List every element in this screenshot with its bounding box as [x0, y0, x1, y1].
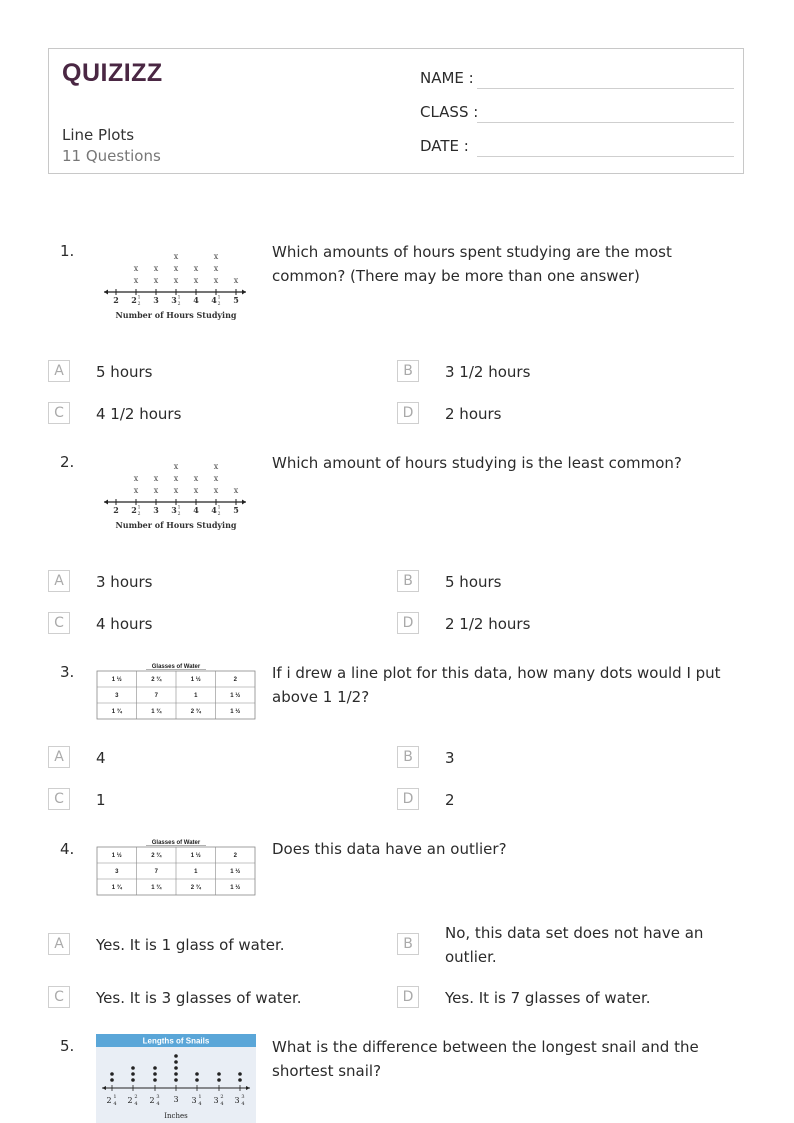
option-text: Yes. It is 7 glasses of water.	[445, 989, 651, 1007]
data-dot	[195, 1078, 199, 1082]
question-2-hours-line-plot	[96, 458, 252, 536]
table-cell: 1 ½	[230, 709, 241, 716]
data-dot	[110, 1078, 114, 1082]
question-count: 11 Questions	[62, 147, 161, 165]
option-text: Yes. It is 1 glass of water.	[96, 936, 285, 954]
question-4-text: Does this data have an outlier?	[272, 840, 507, 858]
date-label: DATE :	[420, 137, 469, 155]
data-x-mark: x	[173, 252, 179, 261]
data-x-mark: x	[213, 462, 219, 471]
tick-fraction-denominator: 4	[198, 1101, 202, 1107]
tick-label: 4	[211, 295, 217, 305]
data-dot	[110, 1072, 114, 1076]
data-x-mark: x	[173, 264, 179, 273]
data-x-mark: x	[213, 474, 219, 483]
option-letter-box: B	[397, 570, 419, 592]
table-cell: 3	[115, 869, 119, 876]
name-label: NAME :	[420, 69, 474, 87]
tick-fraction-numerator: 1	[217, 295, 221, 301]
option-text: Yes. It is 3 glasses of water.	[96, 989, 302, 1007]
option-letter-box: A	[48, 360, 70, 382]
option-text: 3	[445, 749, 455, 767]
data-x-mark: x	[213, 252, 219, 261]
option-text: 3 hours	[96, 573, 153, 591]
tick-label: 3	[171, 295, 177, 305]
option-text: 5 hours	[445, 573, 502, 591]
data-x-mark: x	[133, 474, 139, 483]
table-cell: 2 ¾	[151, 677, 162, 684]
tick-fraction-numerator: 2	[134, 1094, 138, 1100]
data-x-mark: x	[193, 276, 199, 285]
axis-arrow-left	[104, 500, 108, 505]
data-x-mark: x	[173, 462, 179, 471]
option-letter-box: A	[48, 570, 70, 592]
tick-label: 3	[153, 505, 159, 515]
tick-label: 4	[193, 295, 199, 305]
question-1-number: 1.	[60, 242, 75, 260]
data-dot	[238, 1078, 242, 1082]
option-letter-box: D	[397, 402, 419, 424]
axis-label: Number of Hours Studying	[115, 310, 237, 320]
option-text: 2	[445, 791, 455, 809]
data-x-mark: x	[213, 264, 219, 273]
tick-fraction-denominator: 2	[177, 512, 181, 517]
option-letter-box: B	[397, 360, 419, 382]
axis-arrow-left	[104, 290, 108, 295]
data-x-mark: x	[213, 276, 219, 285]
table-cell: 2 ¾	[190, 885, 201, 892]
table-cell: 1	[194, 693, 198, 700]
option-letter-box: B	[397, 933, 419, 955]
tick-label: 2	[113, 295, 119, 305]
tick-fraction-numerator: 1	[177, 505, 181, 511]
class-line[interactable]	[477, 122, 734, 123]
tick-label: 3	[153, 295, 159, 305]
table-cell: 7	[154, 869, 158, 876]
question-5-number: 5.	[60, 1037, 75, 1055]
tick-label: 2	[113, 505, 119, 515]
table-cell: 1 ½	[190, 853, 201, 860]
data-dot	[131, 1066, 135, 1070]
option-text: 1	[96, 791, 106, 809]
table-cell: 1 ½	[111, 677, 122, 684]
table-cell: 7	[154, 693, 158, 700]
data-x-mark: x	[213, 486, 219, 495]
tick-fraction-numerator: 3	[156, 1094, 160, 1100]
table-cell: 1 ½	[230, 885, 241, 892]
option-letter-box: C	[48, 986, 70, 1008]
data-dot	[174, 1072, 178, 1076]
tick-fraction-numerator: 1	[137, 295, 141, 301]
tick-label: 5	[233, 505, 239, 515]
data-dot	[195, 1072, 199, 1076]
data-x-mark: x	[153, 276, 159, 285]
data-x-mark: x	[233, 486, 239, 495]
tick-fraction-denominator: 2	[137, 302, 141, 307]
tick-fraction-denominator: 4	[241, 1101, 245, 1107]
question-5-text: What is the difference between the longest snail and the shortest snail?	[272, 1038, 699, 1080]
data-dot	[174, 1078, 178, 1082]
data-x-mark: x	[173, 276, 179, 285]
tick-label: 2	[131, 505, 137, 515]
data-dot	[131, 1072, 135, 1076]
table-cell: 2	[233, 853, 237, 860]
quizizz-logo: QUIZIZZ	[62, 59, 163, 87]
table-cell: 1 ½	[230, 869, 241, 876]
tick-fraction-numerator: 1	[217, 505, 221, 511]
table-cell: 2	[233, 677, 237, 684]
option-letter-box: C	[48, 788, 70, 810]
question-2-text: Which amount of hours studying is the least common?	[272, 454, 682, 472]
option-letter-box: D	[397, 788, 419, 810]
question-2-number: 2.	[60, 453, 75, 471]
table-cell: 1 ½	[190, 677, 201, 684]
tick-label-whole: 2	[106, 1096, 112, 1105]
tick-label: 4	[193, 505, 199, 515]
tick-fraction-denominator: 2	[137, 512, 141, 517]
tick-fraction-numerator: 1	[113, 1094, 117, 1100]
data-dot	[217, 1072, 221, 1076]
worksheet-title: Line Plots	[62, 126, 135, 144]
option-text: 4 hours	[96, 615, 153, 633]
option-letter-box: A	[48, 746, 70, 768]
table-cell: 3	[115, 693, 119, 700]
question-3-number: 3.	[60, 663, 75, 681]
question-3-water-table	[96, 661, 256, 721]
axis-label: Inches	[164, 1112, 188, 1120]
tick-fraction-numerator: 3	[241, 1094, 245, 1100]
tick-label-whole: 2	[127, 1096, 133, 1105]
option-text: No, this data set does not have an outlier.	[445, 924, 704, 966]
tick-fraction-denominator: 4	[134, 1101, 138, 1107]
question-3-text: If i drew a line plot for this data, how many dots would I put above 1 1/2?	[272, 664, 721, 706]
data-x-mark: x	[133, 276, 139, 285]
table-cell: 1 ¾	[151, 885, 162, 892]
option-letter-box: B	[397, 746, 419, 768]
table-cell: 2 ¾	[190, 709, 201, 716]
option-text: 4 1/2 hours	[96, 405, 182, 423]
table-title: Glasses of Water	[151, 840, 201, 846]
data-dot	[153, 1072, 157, 1076]
option-letter-box: A	[48, 933, 70, 955]
data-x-mark: x	[173, 486, 179, 495]
option-letter-box: D	[397, 986, 419, 1008]
name-line[interactable]	[477, 88, 734, 89]
data-x-mark: x	[133, 264, 139, 273]
data-x-mark: x	[173, 474, 179, 483]
data-dot	[238, 1072, 242, 1076]
tick-label-whole: 3	[213, 1096, 219, 1105]
data-x-mark: x	[193, 264, 199, 273]
question-4-number: 4.	[60, 840, 75, 858]
table-cell: 1 ¾	[111, 885, 122, 892]
data-x-mark: x	[153, 486, 159, 495]
data-x-mark: x	[153, 474, 159, 483]
table-title: Glasses of Water	[151, 664, 201, 670]
data-dot	[217, 1078, 221, 1082]
table-cell: 1	[194, 869, 198, 876]
tick-fraction-numerator: 1	[177, 295, 181, 301]
table-cell: 2 ¾	[151, 853, 162, 860]
data-dot	[174, 1060, 178, 1064]
axis-label: Number of Hours Studying	[115, 520, 237, 530]
data-dot	[153, 1078, 157, 1082]
table-cell: 1 ½	[111, 853, 122, 860]
date-field[interactable]	[420, 135, 734, 159]
tick-label: 5	[233, 295, 239, 305]
axis-arrow-right	[242, 290, 246, 295]
tick-fraction-numerator: 2	[220, 1094, 224, 1100]
name-field[interactable]	[420, 67, 734, 91]
option-letter-box: C	[48, 612, 70, 634]
tick-fraction-denominator: 2	[217, 512, 221, 517]
data-dot	[131, 1078, 135, 1082]
data-x-mark: x	[193, 474, 199, 483]
class-field[interactable]	[420, 101, 734, 125]
option-letter-box: C	[48, 402, 70, 424]
question-4-water-table	[96, 837, 256, 897]
option-text: 2 hours	[445, 405, 502, 423]
option-text: 5 hours	[96, 363, 153, 381]
question-1-text: Which amounts of hours spent studying are the most common? (There may be more than one answer)	[272, 243, 672, 285]
table-cell: 1 ¾	[151, 709, 162, 716]
table-cell: 1 ¾	[111, 709, 122, 716]
option-text: 4	[96, 749, 106, 767]
tick-label: 3	[171, 505, 177, 515]
table-cell: 1 ½	[230, 693, 241, 700]
tick-fraction-denominator: 4	[156, 1101, 160, 1107]
date-line[interactable]	[477, 156, 734, 157]
class-label: CLASS :	[420, 103, 479, 121]
axis-arrow-right	[242, 500, 246, 505]
option-text: 2 1/2 hours	[445, 615, 531, 633]
question-5-snail-line-plot	[96, 1034, 256, 1123]
tick-fraction-denominator: 2	[177, 302, 181, 307]
plot-title: Lengths of Snails	[142, 1036, 210, 1046]
tick-label: 2	[131, 295, 137, 305]
data-dot	[174, 1066, 178, 1070]
worksheet-header	[48, 48, 744, 174]
data-dot	[153, 1066, 157, 1070]
option-text: 3 1/2 hours	[445, 363, 531, 381]
tick-label: 4	[211, 505, 217, 515]
option-letter-box: D	[397, 612, 419, 634]
tick-label-whole: 3	[234, 1096, 240, 1105]
data-x-mark: x	[193, 486, 199, 495]
tick-fraction-denominator: 4	[113, 1101, 117, 1107]
question-1-hours-line-plot	[96, 248, 252, 326]
tick-fraction-denominator: 2	[217, 302, 221, 307]
data-x-mark: x	[133, 486, 139, 495]
data-x-mark: x	[233, 276, 239, 285]
tick-fraction-numerator: 1	[198, 1094, 202, 1100]
tick-label-whole: 3	[173, 1095, 179, 1104]
tick-fraction-numerator: 1	[137, 505, 141, 511]
tick-label-whole: 2	[149, 1096, 155, 1105]
tick-fraction-denominator: 4	[220, 1101, 224, 1107]
data-x-mark: x	[153, 264, 159, 273]
data-dot	[174, 1054, 178, 1058]
tick-label-whole: 3	[191, 1096, 197, 1105]
